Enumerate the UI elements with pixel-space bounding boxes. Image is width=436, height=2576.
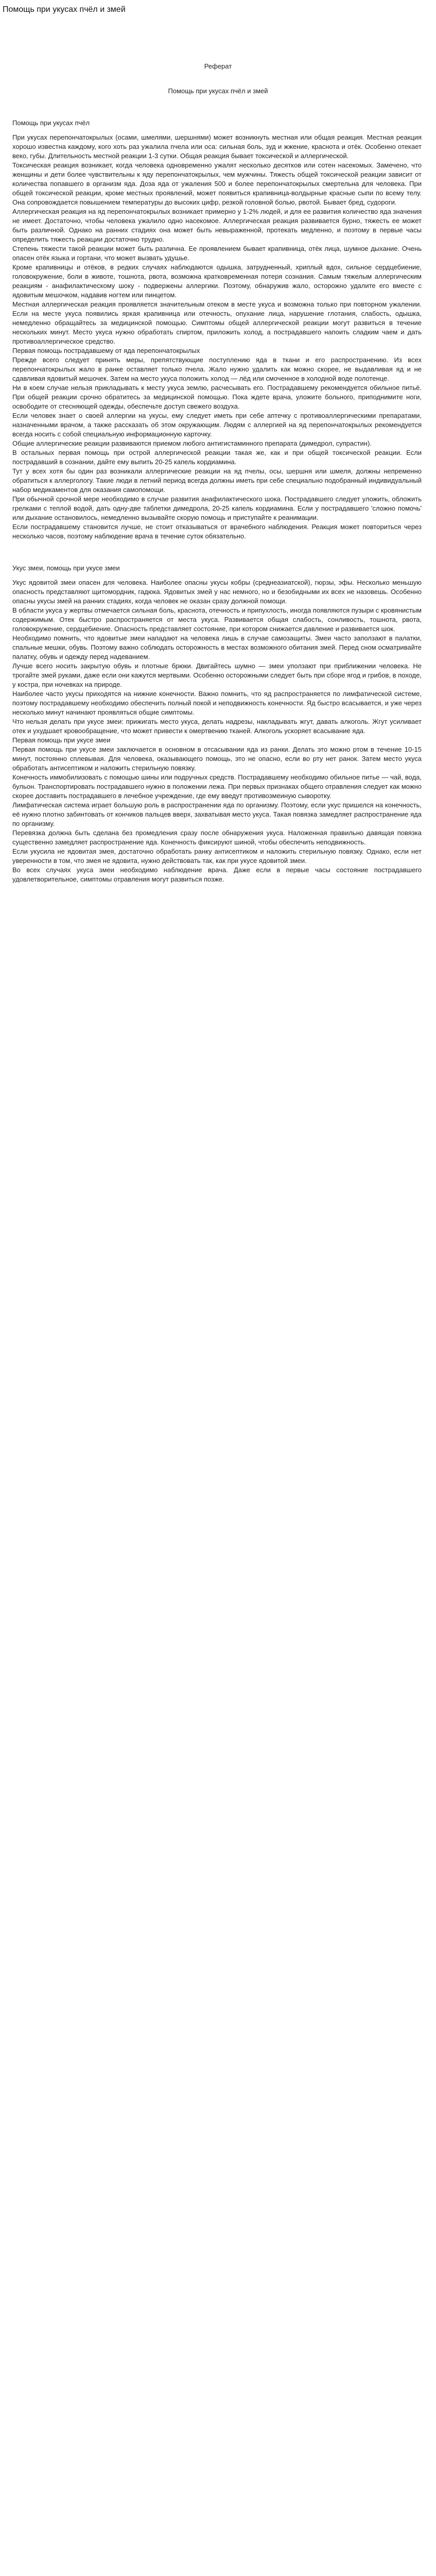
paragraph: Местная аллергическая реакция проявляется значительным отеком в месте укуса и возможна только при повторном ужалении. Если на месте укуса появились яркая крапивница или отечность, опухание лица, нарушение глотания, слабость, одышка, немедленно обращайтесь за медицинской помощью. Симптомы общей аллергической реакции могут развиться в течение нескольких минут. Место укуса нужно обработать спиртом, приложить холод, а пострадавшего напоить сладким чаем и дать противоаллергическое средство. [12,300,422,345]
paragraph: Если пострадавшему становится лучше, не стоит отказываться от врачебного наблюдения. Реакция может повториться через несколько часов, поэтому наблюдение врача в течение суток обязательно. [12,523,422,540]
section [0,564,436,884]
paragraph: Лимфатическая система играет большую роль в распространении яда по организму. Поэтому, если укус пришелся на конечность, её нужно плотно забинтовать от кончиков пальцев вверх, захватывая место укуса. Такая повязка замедляет распространение яда по организму. [12,801,422,827]
paragraph: Лучше всего носить закрытую обувь и плотные брюки. Двигайтесь шумно — змеи уползают при приближении человека. Не трогайте змей руками, даже если они кажутся мертвыми. Особенно осторожными следует быть при сборе ягод и грибов, в походе, у костра, при ночевках на природе. [12,662,422,688]
paragraph: Первая помощь пострадавшему от яда перепончатокрылых [12,347,200,354]
paragraph: Конечность иммобилизовать с помощью шины или подручных средств. Пострадавшему необходимо обильное питье — чай, вода, бульон. Транспортировать пострадавшего нужно в положении лежа. При первых признаках общего отравления следует как можно скорее доставить пострадавшего в лечебное учреждение, где ему введут противозмеиную сыворотку. [12,773,422,800]
title-block [0,62,436,96]
paragraph: Укус ядовитой змеи опасен для человека. Наиболее опасны укусы кобры (среднеазиатской), гюрзы, эфы. Несколько меньшую опасность представляют щитомордник, гадюка. Ядовитых змей у нас немного, но и безобидными их всех не назовешь. Особенно опасны укусы змей на ранних стадиях, когда человек не оказан сразу должной помощи. [12,579,422,605]
paragraph: Первая помощь при укусе змеи заключается в основном в отсасывании яда из ранки. Делать это можно ртом в течение 10-15 минут, постоянно сплевывая. Для человека, оказывающего помощь, это не опасно, если во рту нет ранок. Затем место укуса обработать антисептиком и наложить стерильную повязку. [12,745,422,772]
paragraph: Если человек знает о своей аллергии на укусы, ему следует иметь при себе аптечку с противоаллергическими препаратами, назначенными врачом, а также рассказать об этом окружающим. Людям с аллергией на яд перепончатокрылых рекомендуется всегда носить с собой специальную информационную карточку. [12,412,422,438]
paragraph: Первая помощь при укусе змеи [12,736,111,744]
paragraph: Во всех случаях укуса змеи необходимо наблюдение врача. Даже если в первые часы состояние пострадавшего удовлетворительное, симптомы отравления могут развиться позже. [12,866,422,883]
paragraph: Токсическая реакция возникает, когда человека одновременно ужалят несколько десятков или сотен насекомых. Замечено, что женщины и дети более чувствительны к яду перепончатокрылых, чем мужчины. Тяжесть общей токсической реакции зависит от количества попавшего в организм яда. Доза яда от ужаления 500 и более перепончатокрылых смертельна для человека. При общей токсической реакции, кроме местных проявлений, может появиться крапивница-волдырные красные сыпи по всему телу. Она сопровождается повышением температуры до высоких цифр, резкой головной болью, рвотой. Бывает бред, судороги. [12,161,422,206]
paragraph: Наиболее часто укусы приходятся на нижние конечности. Важно помнить, что яд распространяется по лимфатической системе, поэтому пострадавшему необходимо обеспечить полный покой и неподвижность конечности. Яд быстро всасывается, и уже через несколько минут начинают проявляться общие симптомы. [12,690,422,716]
section-heading: Укус змеи, помощь при укусе змеи [12,564,120,572]
paragraph: При обычной срочной мере необходимо в случае развития анафилактического шока. Пострадавшего следует уложить, обложить грелками с теплой водой, дать одну-две таблетки димедрола, 20-25 капель кордиамина. Если у пострадавшего 'сложно помочь' или дыхание остановилось, немедленно вызывайте скорую помощь и приступайте к реанимации. [12,495,422,521]
section-heading: Помощь при укусах пчёл [12,119,90,127]
spacer [0,128,436,133]
paragraph: В области укуса у жертвы отмечается сильная боль, краснота, отечность и припухлость, иногда появляются пузыри с кровянистым содержимым. Отек быстро распространяется от места укуса. Развивается общая слабость, сонливость, тошнота, рвота, головокружение, сердцебиение. Опасность представляет состояние, при котором снижается давление и развивается шок. [12,606,422,633]
document-kind: Реферат [204,62,232,70]
document-subtitle: Помощь при укусах пчёл и змей [168,87,268,95]
paragraph: Тут у всех хотя бы один раз возникали аллергические реакции на яд пчелы, осы, шершня или шмеля, должны непременно обратиться к аллергологу. Такие люди в летний период всегда должны иметь при себе специально подобранный индивидуальный набор медикаментов для оказания самопомощи. [12,467,422,494]
section [0,118,436,541]
paragraph: Если укусила не ядовитая змея, достаточно обработать ранку антисептиком и наложить стерильную повязку. Однако, если нет уверенности в том, что змея не ядовита, нужно действовать так, как при укусе ядовитой змеи. [12,848,422,865]
paragraph: При укусах перепончатокрылых (осами, шмелями, шершнями) может возникнуть местная или общая реакция. Местная реакция хорошо известна каждому, кого хоть раз ужалила пчела или оса: сильная боль, зуд и жжение, краснота и отёк. Особенно отекает веко, губы. Длительность местной реакции 1-3 сутки. Общая реакция бывает токсической и аллергической. [12,133,422,160]
paragraph: Перевязка должна быть сделана без промедления сразу после обнаружения укуса. Наложенная правильно давящая повязка существенно замедляет распространение яда. Конечность фиксируют шиной, чтобы обеспечить неподвижность. [12,829,422,846]
page-title: Помощь при укусах пчёл и змей [3,5,126,14]
paragraph: В остальных первая помощь при острой аллергической реакции такая же, как и при общей токсической реакции. Если пострадавший в сознании, дайте ему выпить 20-25 капель кордиамина. [12,449,422,466]
paragraph: Ни в коем случае нельзя прикладывать к месту укуса землю, расчесывать его. Пострадавшему рекомендуется обильное питьё. При общей реакции срочно обратитесь за медицинской помощью. Пока ждете врача, уложите больного, приподнимите ноги, освободите от стесняющей одежды, обеспечьте доступ свежего воздуха. [12,384,422,410]
paragraph: Аллергическая реакция на яд перепончатокрылых возникает примерно у 1-2% людей, и для ее развития количество яда значения не имеет. Достаточно, чтобы человека ужалило одно насекомое. Аллергическая реакция развивается бурно, тяжесть ее может быть различной. Однако на ранних стадиях она может быть невыраженной, протекать медленно, и поэтому в первые часы определить тяжесть реакции достаточно трудно. [12,208,422,243]
paragraph: Общие аллергические реакции развиваются приемом любого антигистаминного препарата (димедрол, супрастин). [12,439,372,447]
paragraph: Кроме крапивницы и отёков, в редких случаях наблюдаются одышка, затрудненный, хриплый вдох, сильное сердцебиение, головокружение, боли в животе, тошнота, рвота, возможна кратковременная потеря сознания. Самым тяжелым аллергическим реакциям - анафилактическому шоку - подвержены аллергики. Поэтому, обнаружив жало, осторожно удалите его вместе с ядовитым мешочком, надавив ногтем или пинцетом. [12,263,422,299]
document-body [0,118,436,884]
paragraph: Необходимо помнить, что ядовитые змеи нападают на человека лишь в случае самозащиты. Змеи часто заползают в палатки, спальные мешки, обувь. Поэтому важно соблюдать осторожность в местах возможного обитания змей. Перед сном осматривайте палатку, обувь и одежду перед надеванием. [12,634,422,660]
paragraph: Прежде всего следует принять меры, препятствующие поступлению яда в ткани и его распространению. Из всех перепончатокрылых жало в ранке оставляет только пчела. Жало нужно удалить как можно скорее, не выдавливая яд и не сдавливая ядовитый мешочек. Затем на место укуса положить холод — лёд или смоченное в холодной воде полотенце. [12,356,422,382]
paragraph: Степень тяжести такой реакции может быть различна. Ее проявлением бывает крапивница, отёк лица, шумное дыхание. Очень опасен отёк языка и гортани, что может вызвать удушье. [12,245,422,262]
spacer [0,573,436,578]
paragraph: Что нельзя делать при укусе змеи: прижигать место укуса, делать надрезы, накладывать жгут, давать алкоголь. Жгут усиливает отек и ухудшает кровообращение, что может привести к омертвению тканей. Алкоголь ускоряет всасывание яда. [12,718,422,735]
